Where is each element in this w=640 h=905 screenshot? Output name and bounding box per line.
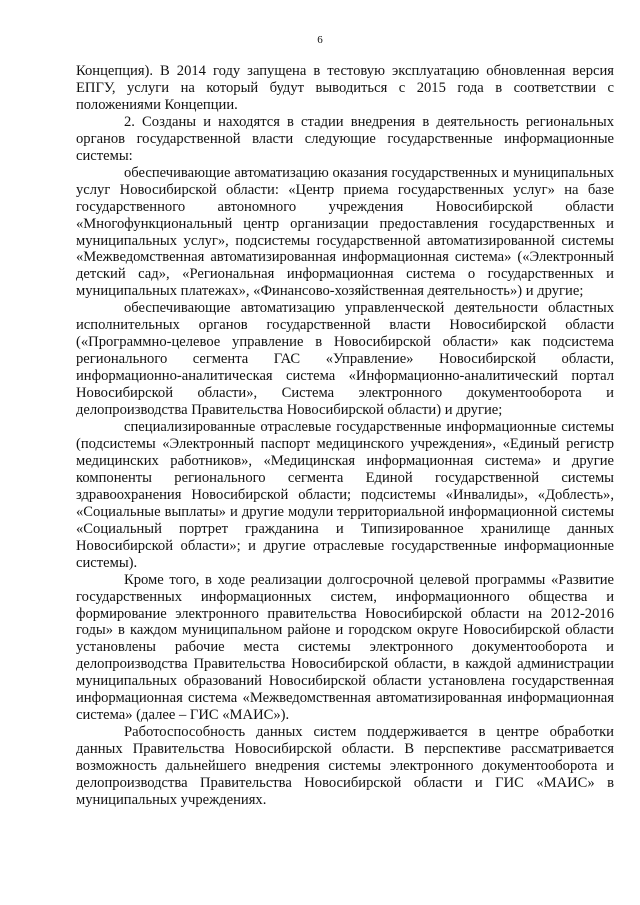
paragraph-specialized-systems: специализированные отраслевые государственные информационные системы (подсистемы «Электронный паспорт медицинского учреждения», «Единый регистр медицинских работников», «Медицинская информационная система» и другие компоненты регионального сегмента Единой государственной системы здравоохранения Новосибирской области; подсистемы «Инвалиды», «Доблесть», «Социальные выплаты» и другие модули территориальной информационной системы «Социальный портрет гражданина и Типизированное хранилище данных Новосибирской области»; и другие отраслевые государственные информационные системы). (76, 419, 614, 571)
paragraph-services-automation: обеспечивающие автоматизацию оказания государственных и муниципальных услуг Новосибирской области: «Центр приема государственных услуг» на базе государственного автономного учреждения Новосибирской области «Многофункциональный центр организации предоставления государственных и муниципальных услуг», подсистемы государственной автоматизированной системы «Межведомственная автоматизированная информационная система» («Электронный детский сад», «Региональная информационная система о государственных и муниципальных платежах», «Финансово-хозяйственная деятельность») и другие; (76, 164, 614, 300)
paragraph-management-automation: обеспечивающие автоматизацию управленческой деятельности областных исполнительных органов государственной власти Новосибирской области («Программно-целевое управление в Новосибирской области» как подсистема регионального сегмента ГАС «Управление» Новосибирской области, информационно-аналитическая система «Информационно-аналитический портал Новосибирской области», Система электронного документооборота и делопроизводства Правительства Новосибирской области) и другие; (76, 300, 614, 419)
paragraph-data-center: Работоспособность данных систем поддерживается в центре обработки данных Правительства Новосибирской области. В перспективе рассматривается возможность дальнейшего внедрения системы электронного документооборота и делопроизводства Правительства Новосибирской области и ГИС «МАИС» в муниципальных учреждениях. (76, 724, 614, 808)
document-body (76, 63, 614, 809)
paragraph-item-2-intro: 2. Созданы и находятся в стадии внедрения в деятельность региональных органов государственной власти следующие государственные информационные системы: (76, 113, 614, 164)
paragraph-continuation: Концепция). В 2014 году запущена в тестовую эксплуатацию обновленная версия ЕПГУ, услуги на который будут выводиться с 2015 года в соответствии с положениями Концепции. (76, 63, 614, 113)
page-number: 6 (317, 34, 323, 46)
paragraph-target-program: Кроме того, в ходе реализации долгосрочной целевой программы «Развитие государственных информационных систем, информационного общества и формирование электронного правительства Новосибирской области на 2012-2016 годы» в каждом муниципальном районе и городском округе Новосибирской области установлены рабочие места системы электронного документооборота и делопроизводства Правительства Новосибирской области, в каждой администрации муниципальных образований Новосибирской области установлена государственная информационная система «Межведомственная автоматизированная информационная система» (далее – ГИС «МАИС»). (76, 571, 614, 724)
